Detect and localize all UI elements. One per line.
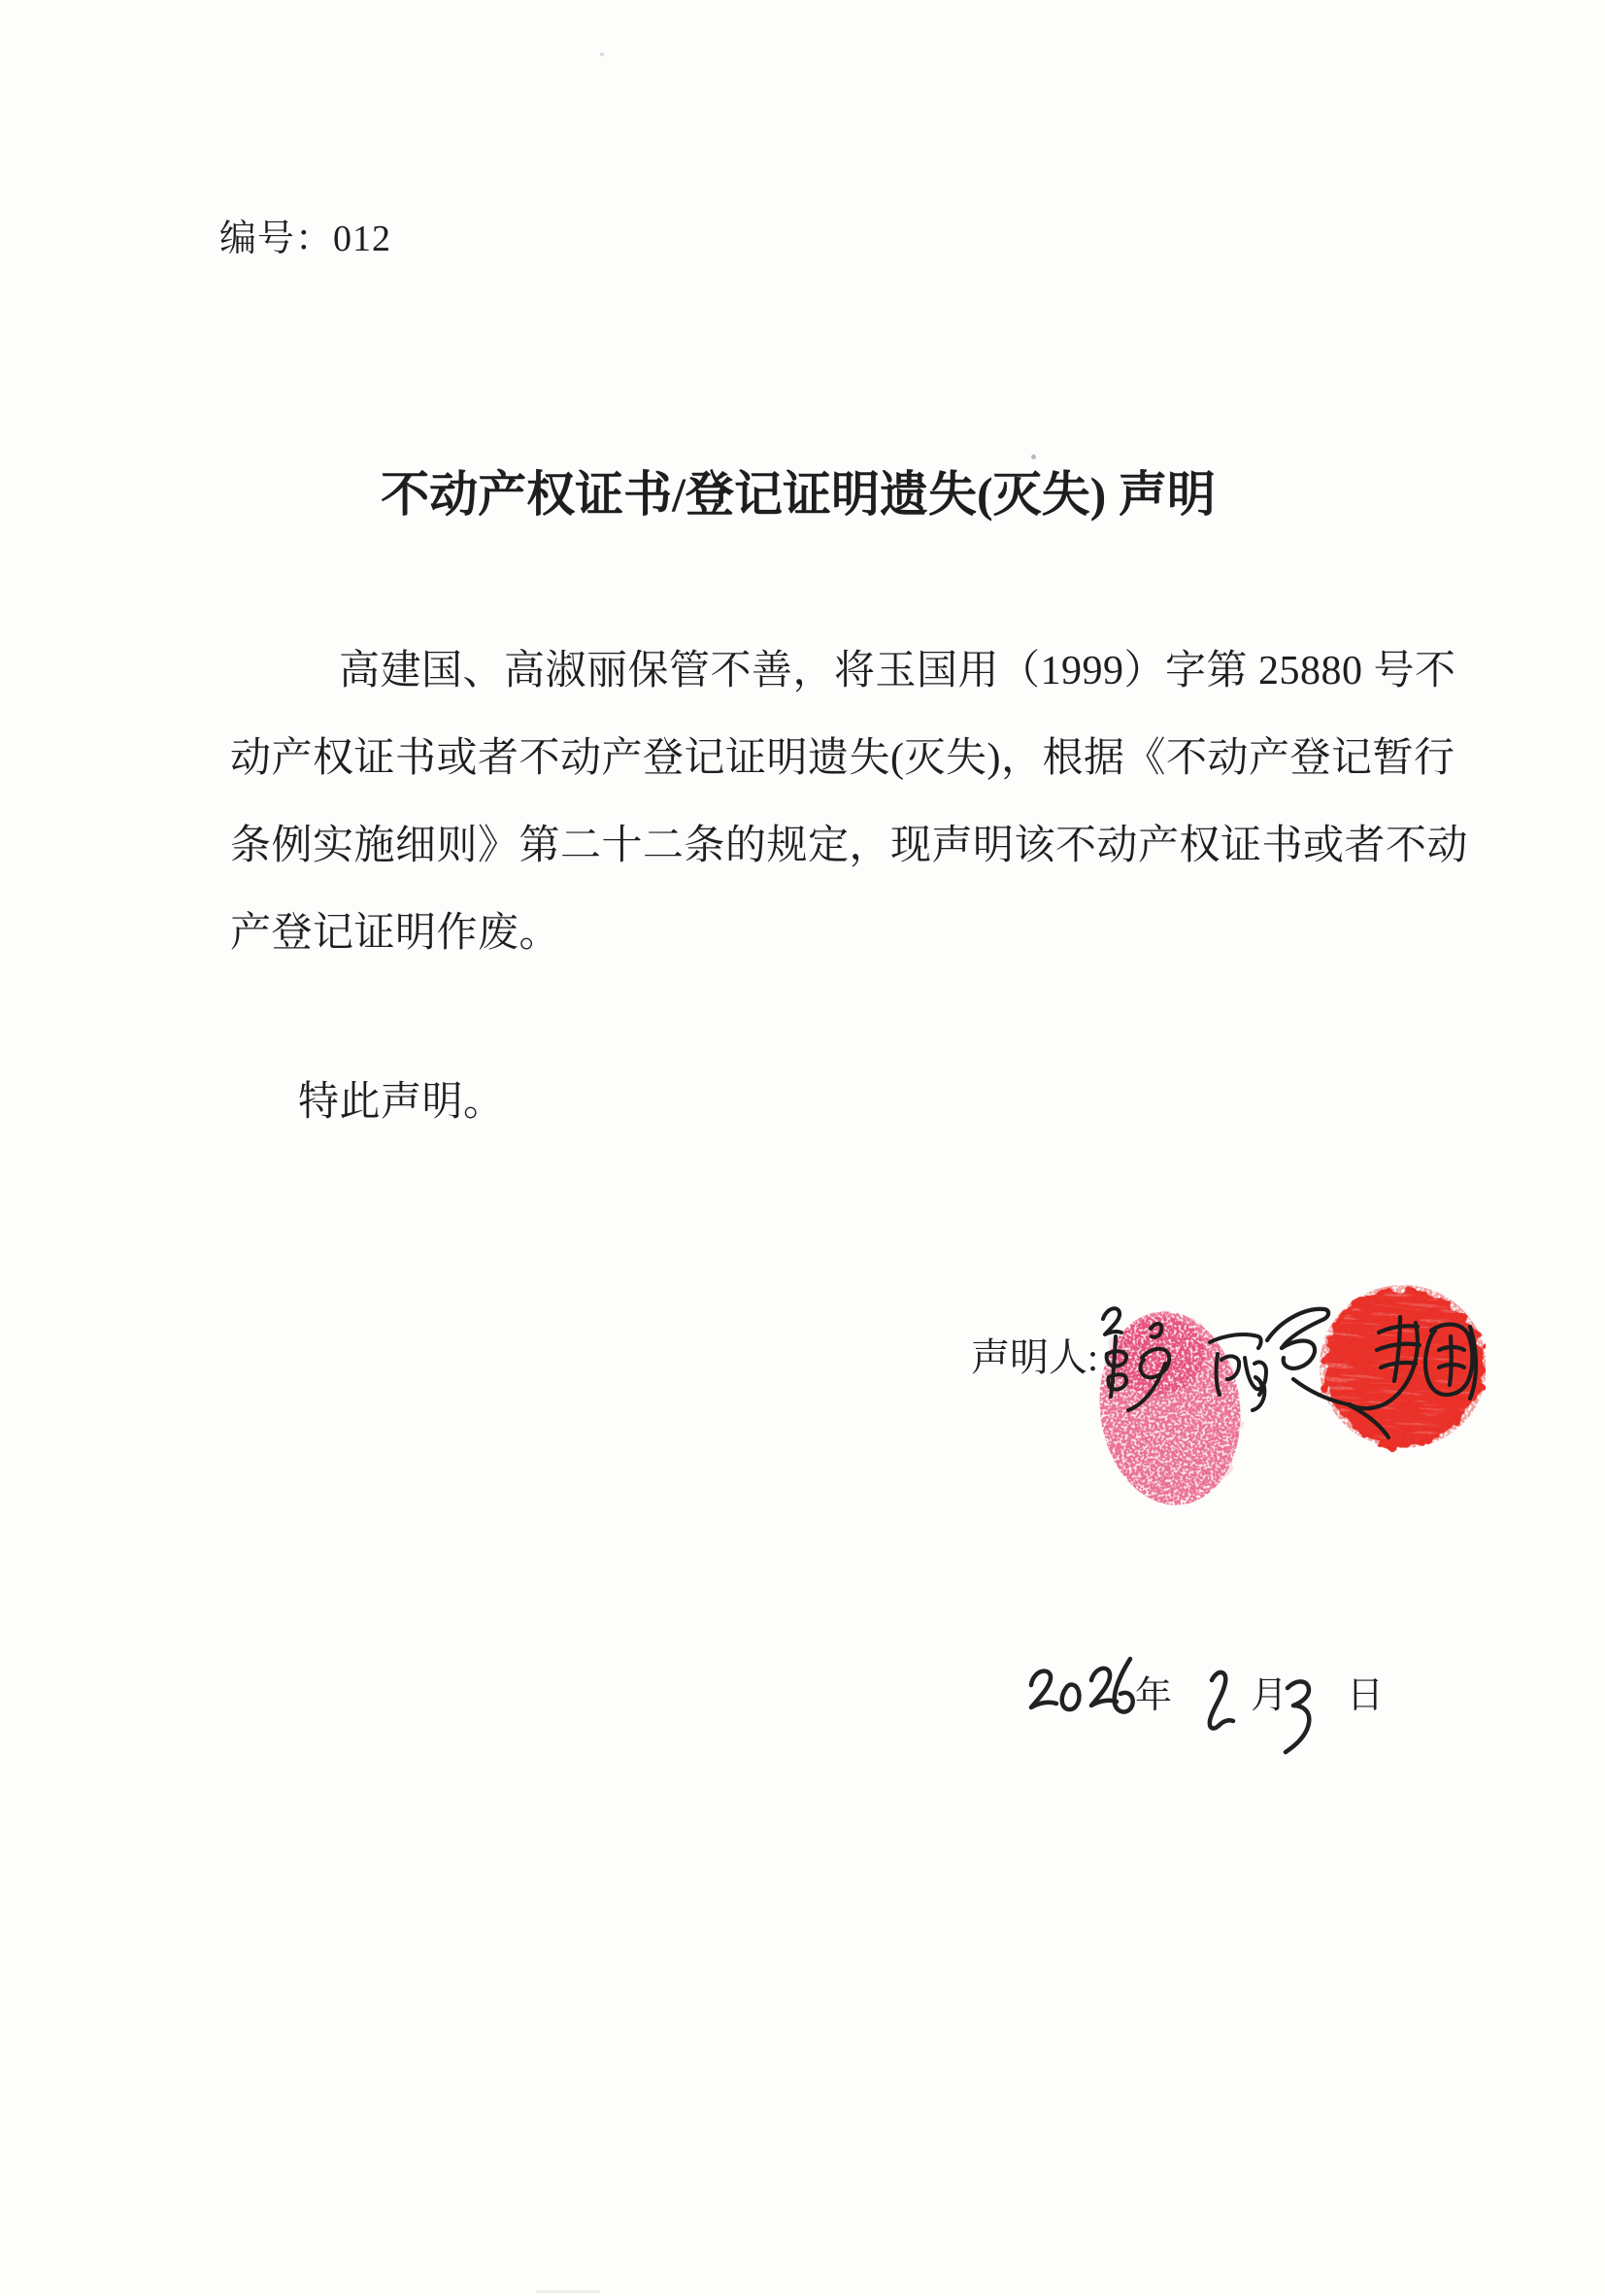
body-line-4: 产登记证明作废。 — [230, 911, 561, 956]
date-month-label: 月 — [1251, 1675, 1288, 1716]
scan-speck — [1031, 455, 1036, 459]
closing-statement: 特此声明。 — [298, 1080, 505, 1125]
body-line-2: 动产权证书或者不动产登记证明遗失(灭失)，根据《不动产登记暂行 — [230, 736, 1455, 781]
page-title: 不动产权证书/登记证明遗失(灭失) 声明 — [381, 467, 1216, 522]
handwritten-year — [1031, 1659, 1133, 1712]
scan-edge-artifact — [536, 2290, 600, 2293]
scan-speck — [600, 52, 604, 56]
body-line-3: 条例实施细则》第二十二条的规定，现声明该不动产权证书或者不动 — [230, 824, 1469, 868]
doc-number: 编号：012 — [219, 219, 392, 259]
handwritten-day — [1286, 1681, 1309, 1752]
signature-stamp-area — [1020, 1263, 1486, 1544]
date-year-label: 年 — [1135, 1675, 1173, 1716]
date-day-label: 日 — [1347, 1675, 1385, 1716]
body-line-1: 高建国、高淑丽保管不善，将玉国用（1999）字第 25880 号不 — [339, 649, 1456, 693]
signer-label: 声明人: — [971, 1335, 1099, 1379]
date-handwritten-digits — [1010, 1641, 1379, 1758]
handwritten-month — [1210, 1672, 1233, 1729]
stray-ink-speck — [1232, 1432, 1238, 1437]
